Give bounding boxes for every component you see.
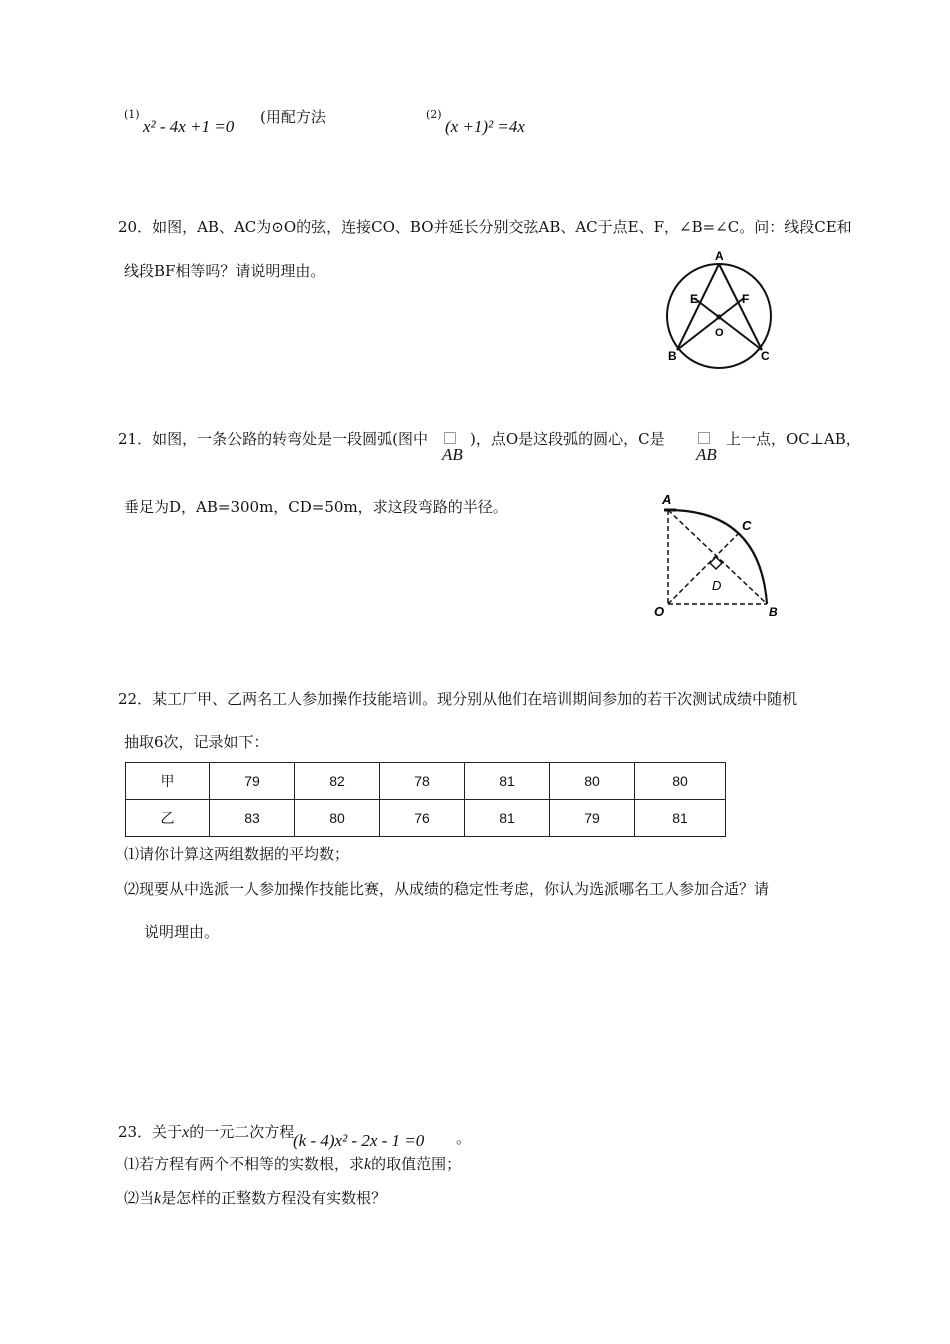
q23-stem-part-a: 23．关于 [118, 1123, 183, 1141]
table-cell: 78 [380, 763, 465, 800]
q21-line1-part-b: )，点O是这段弧的圆心，C是 [470, 430, 665, 448]
q22-line1: 22．某工厂甲、乙两名工人参加操作技能培训。现分别从他们在培训期间参加的若干次测试成绩中随机 [118, 690, 798, 708]
q21-arc-label-2: AB [696, 445, 717, 464]
q21-label-c: C [742, 518, 752, 533]
q20-label-a: A [715, 250, 724, 263]
q23-sub1-part-a: ⑴若方程有两个不相等的实数根，求 [124, 1155, 365, 1173]
q23-stem-variable: x [182, 1124, 190, 1141]
q20-label-b: B [668, 349, 677, 363]
q23-sub2 [124, 1187, 386, 1208]
q21-line1-part-a: 21．如图，一条公路的转弯处是一段圆弧(图中 [118, 430, 428, 448]
q20-circle-figure [664, 250, 780, 370]
table-cell: 79 [210, 763, 295, 800]
q21-label-d: D [712, 578, 722, 593]
q22-sub2-line1: ⑵现要从中选派一人参加操作技能比赛，从成绩的稳定性考虑，你认为选派哪名工人参加合适？请 [124, 880, 770, 898]
table-cell-name: 甲 [126, 763, 210, 800]
table-row [126, 800, 726, 837]
q20-line1: 20．如图，AB、AC为⊙O的弦，连接CO、BO并延长分别交弦AB、AC于点E、F，∠B=∠C。问：线段CE和 [118, 218, 852, 236]
q21-label-o: O [654, 604, 665, 619]
q19-part2-number: (2) [426, 108, 442, 121]
q19-part1-equation: x² - 4x +1 =0 [143, 117, 235, 136]
q20-label-c: C [761, 349, 770, 363]
q23-sub2-part-a: ⑵当 [124, 1189, 155, 1207]
q20-label-f: F [742, 292, 750, 306]
arc-symbol-icon [698, 432, 710, 444]
q23-sub2-variable: k [154, 1190, 162, 1207]
q23-sub1-variable: k [364, 1156, 372, 1173]
q23-stem [118, 1121, 294, 1142]
table-cell: 83 [210, 800, 295, 837]
q22-sub1: ⑴请你计算这两组数据的平均数； [124, 845, 350, 863]
table-cell: 79 [550, 800, 635, 837]
q23-sub1-part-b: 的取值范围； [371, 1155, 462, 1173]
table-cell: 81 [465, 800, 550, 837]
table-cell: 82 [295, 763, 380, 800]
q21-label-b: B [769, 605, 778, 619]
q21-arc-label-1: AB [442, 445, 463, 464]
table-row [126, 763, 726, 800]
table-cell: 80 [635, 763, 726, 800]
q21-road-figure [650, 490, 790, 620]
q23-equation-end: 。 [456, 1129, 472, 1147]
table-cell: 80 [295, 800, 380, 837]
table-cell: 81 [465, 763, 550, 800]
scores-table [125, 762, 726, 837]
q21-line1-part-c: 上一点，OC⊥AB， [726, 430, 861, 448]
arc-symbol-icon [444, 432, 456, 444]
q23-equation: (k - 4)x² - 2x - 1 =0 [293, 1131, 425, 1150]
q20-line2: 线段BF相等吗？请说明理由。 [124, 262, 326, 280]
q19-part1-number: (1) [124, 108, 140, 121]
table-cell-name: 乙 [126, 800, 210, 837]
table-cell: 81 [635, 800, 726, 837]
q21-label-a: A [662, 492, 672, 507]
q22-sub2-line2: 说明理由。 [144, 923, 220, 941]
q23-stem-part-b: 的一元二次方程 [189, 1123, 295, 1141]
q23-sub1 [124, 1153, 461, 1174]
q20-label-o: O [715, 327, 724, 339]
q19-part2-equation: (x +1)² =4x [445, 117, 525, 136]
q22-line2: 抽取6次，记录如下： [124, 733, 269, 751]
q19-part1-note: (用配方法 [260, 108, 326, 126]
q21-line2: 垂足为D，AB=300m，CD=50m，求这段弯路的半径。 [124, 498, 508, 516]
table-cell: 76 [380, 800, 465, 837]
q23-sub2-part-b: 是怎样的正整数方程没有实数根？ [161, 1189, 387, 1207]
q20-label-e: E [690, 292, 699, 306]
table-cell: 80 [550, 763, 635, 800]
